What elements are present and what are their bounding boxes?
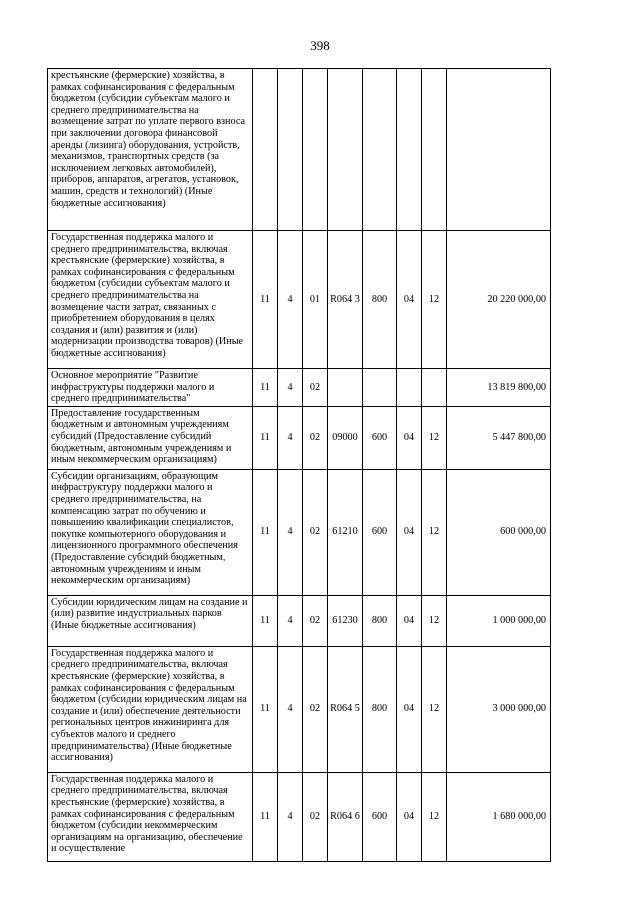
- cell-direction: 61210: [328, 469, 363, 595]
- cell-program: [253, 69, 278, 231]
- cell-direction: 61230: [328, 595, 363, 646]
- cell-expense-type: 800: [363, 595, 397, 646]
- cell-amount: 1 000 000,00: [447, 595, 551, 646]
- cell-amount: 1 680 000,00: [447, 772, 551, 861]
- page-number: 398: [310, 38, 330, 53]
- cell-expense-type: 800: [363, 646, 397, 772]
- cell-direction: [328, 369, 363, 407]
- cell-subprogram: 4: [278, 595, 303, 646]
- cell-amount: 20 220 000,00: [447, 231, 551, 369]
- cell-section: 04: [397, 595, 422, 646]
- cell-section: 04: [397, 646, 422, 772]
- cell-amount: 13 819 800,00: [447, 369, 551, 407]
- table-row: [48, 469, 551, 595]
- cell-program: 11: [253, 469, 278, 595]
- cell-section: 04: [397, 231, 422, 369]
- cell-subsection: 12: [422, 406, 447, 469]
- cell-amount: [447, 69, 551, 231]
- cell-section: 04: [397, 469, 422, 595]
- table-row: [48, 772, 551, 861]
- cell-subprogram: 4: [278, 646, 303, 772]
- cell-direction: R064 3: [328, 231, 363, 369]
- cell-subprogram: 4: [278, 406, 303, 469]
- cell-subsection: [422, 369, 447, 407]
- cell-event: 02: [303, 646, 328, 772]
- cell-program: 11: [253, 595, 278, 646]
- cell-section: [397, 69, 422, 231]
- cell-expense-type: 600: [363, 469, 397, 595]
- row-description: Государственная поддержка малого и среднего предпринимательства, включая крестьянские (фермерские) хозяйства, в рамках софинансирования с федеральным бюджетом (субсидии некоммерческим организациям на организацию, обеспечение и осуществление: [48, 772, 253, 861]
- cell-program: 11: [253, 231, 278, 369]
- table-row: [48, 369, 551, 407]
- cell-program: 11: [253, 646, 278, 772]
- row-description: Субсидии юридическим лицам на создание и (или) развитие индустриальных парков (Иные бюджетные ассигнования): [48, 595, 253, 646]
- cell-subprogram: [278, 69, 303, 231]
- cell-subsection: 12: [422, 595, 447, 646]
- cell-event: 02: [303, 406, 328, 469]
- cell-section: [397, 369, 422, 407]
- table-row: [48, 646, 551, 772]
- cell-event: 01: [303, 231, 328, 369]
- cell-expense-type: [363, 69, 397, 231]
- table-row: [48, 69, 551, 231]
- cell-amount: 5 447 800,00: [447, 406, 551, 469]
- cell-program: 11: [253, 369, 278, 407]
- cell-event: 02: [303, 469, 328, 595]
- cell-expense-type: 600: [363, 772, 397, 861]
- cell-subprogram: 4: [278, 469, 303, 595]
- row-description: Государственная поддержка малого и среднего предпринимательства, включая крестьянские (фермерские) хозяйства, в рамках софинансирования с федеральным бюджетом (субсидии субъектам малого и среднего предпринимательства на возмещение части затрат, связанных с приобретением оборудования в целях создания и (или) развития и (или) модернизации производства товаров) (Иные бюджетные ассигнования): [48, 231, 253, 369]
- table-row: [48, 231, 551, 369]
- row-description: Государственная поддержка малого и среднего предпринимательства, включая крестьянские (фермерские) хозяйства, в рамках софинансирования с федеральным бюджетом (субсидии юридическим лицам на создание и (или) обеспечение деятельности региональных центров инжиниринга для субъектов малого и среднего предпринимательства) (Иные бюджетные ассигнования): [48, 646, 253, 772]
- cell-amount: 3 000 000,00: [447, 646, 551, 772]
- cell-event: [303, 69, 328, 231]
- row-description: Основное мероприятие "Развитие инфраструктуры поддержки малого и среднего предпринимательства": [48, 369, 253, 407]
- cell-direction: R064 6: [328, 772, 363, 861]
- cell-direction: 09000: [328, 406, 363, 469]
- cell-section: 04: [397, 406, 422, 469]
- cell-expense-type: 600: [363, 406, 397, 469]
- cell-direction: [328, 69, 363, 231]
- row-description: Предоставление государственным бюджетным и автономным учреждениям субсидий (Предоставление субсидий бюджетным, автономным учреждениям и иным некоммерческим организациям): [48, 406, 253, 469]
- cell-subprogram: 4: [278, 231, 303, 369]
- cell-subsection: 12: [422, 772, 447, 861]
- table-row: [48, 406, 551, 469]
- cell-expense-type: [363, 369, 397, 407]
- budget-table: [47, 68, 551, 862]
- cell-section: 04: [397, 772, 422, 861]
- cell-subsection: 12: [422, 231, 447, 369]
- cell-subprogram: 4: [278, 772, 303, 861]
- cell-event: 02: [303, 369, 328, 407]
- row-description: крестьянские (фермерские) хозяйства, в рамках софинансирования с федеральным бюджетом (субсидии субъектам малого и среднего предпринимательства на возмещение затрат по уплате первого взноса при заключении договора финансовой аренды (лизинга) оборудования, устройств, механизмов, транспортных средств (за исключением легковых автомобилей), приборов, аппаратов, агрегатов, установок, машин, средств и технологий) (Иные бюджетные ассигнования): [48, 69, 253, 231]
- cell-program: 11: [253, 772, 278, 861]
- table-row: [48, 595, 551, 646]
- cell-event: 02: [303, 772, 328, 861]
- cell-amount: 600 000,00: [447, 469, 551, 595]
- cell-subsection: 12: [422, 469, 447, 595]
- cell-subsection: [422, 69, 447, 231]
- cell-direction: R064 5: [328, 646, 363, 772]
- cell-expense-type: 800: [363, 231, 397, 369]
- cell-program: 11: [253, 406, 278, 469]
- cell-subprogram: 4: [278, 369, 303, 407]
- row-description: Субсидии организациям, образующим инфраструктуру поддержки малого и среднего предпринимательства, на компенсацию затрат по обучению и повышению квалификации специалистов, покупке компьютерного оборудования и лицензионного программного обеспечения (Предоставление субсидий бюджетным, автономным учреждениям и иным некоммерческим организациям): [48, 469, 253, 595]
- cell-event: 02: [303, 595, 328, 646]
- cell-subsection: 12: [422, 646, 447, 772]
